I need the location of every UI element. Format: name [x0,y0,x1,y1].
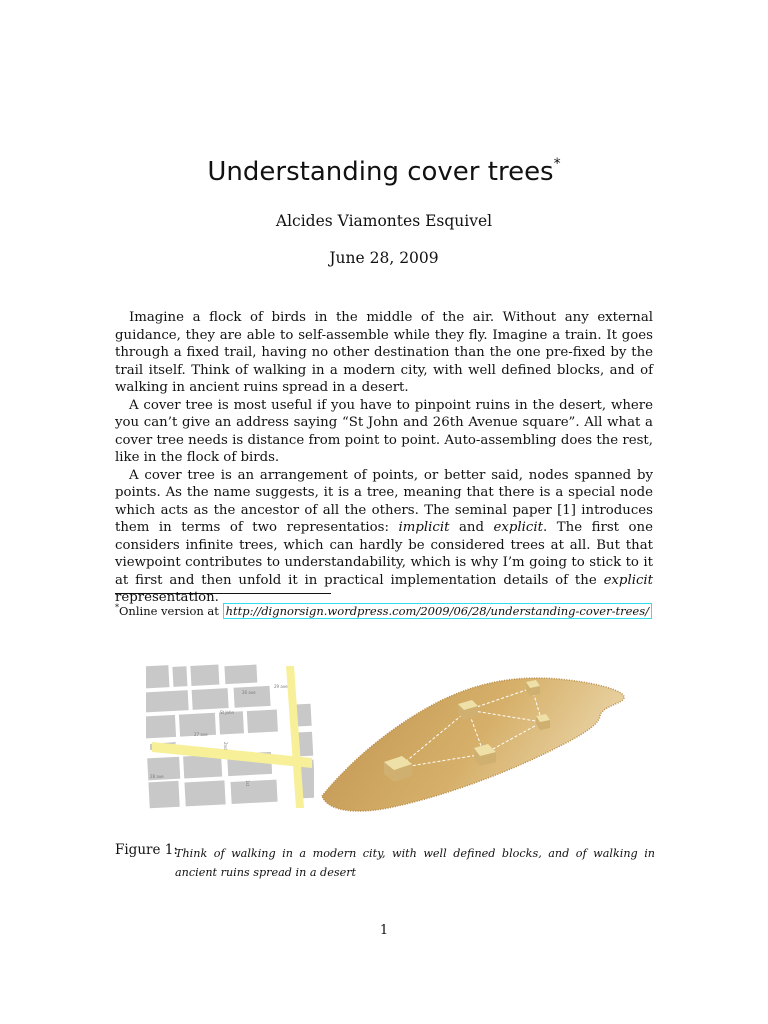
footnote-mark: * [115,603,119,612]
paragraph: A cover tree is an arrangement of points, or better said, nodes spanned by points. As the name suggests, it is a tree, meaning that there is a special node which acts as the ancestor of all the others. The seminal paper [1] introduces them in terms of two representatios: implicit and explicit. The first one considers infinite trees, which can hardly be considered trees at all. But that viewpoint contributes to understandability, which is why I’m going to stick to it at first and then unfold it in practical implementation details of the explicit representation. [115,467,653,605]
street-label: St John [220,710,235,715]
paper-title [0,156,768,187]
figure-label: Figure 1: [115,842,178,858]
term-implicit: implicit [398,520,450,535]
city-map-illustration [146,658,314,810]
title-text: Understanding cover trees [207,157,554,187]
term-explicit: explicit [603,572,653,588]
street-label: 1st [245,780,250,787]
footnote-divider [115,593,331,594]
desert-sand [322,678,624,811]
footnote [115,603,652,618]
paragraph: Imagine a flock of birds in the middle of the air. Without any external guidance, they are able to self-assemble while they fly. Imagine a train. It goes through a fixed trail, having no other destination than the one pre-fixed by the trail itself. Think of walking in a modern city, with well defined blocks, and of walking in ancient ruins spread in a desert. [115,310,653,395]
title-footnote-mark[interactable]: * [553,156,561,172]
street-label: 26 ave [242,690,256,695]
paragraph: A cover tree is most useful if you have to pinpoint ruins in the desert, where you can’t give an address saying “St John and 26th Avenue square”. All what a cover tree needs is distance from point to point. Auto-assembling does the rest, like in the flock of birds. [115,397,653,465]
term-explicit: explicit [493,520,543,535]
desert-ruins-illustration [318,668,630,814]
figure-caption-text: Think of walking in a modern city, with well defined blocks, and of walking in ancient ruins spread in a desert [175,847,655,879]
street-label: 2nd [223,742,228,750]
footnote-prefix: Online version at [119,604,223,618]
street-label: 27 ave [194,732,208,737]
body-text [115,309,653,607]
online-version-link[interactable]: http://dignorsign.wordpress.com/2009/06/28/understanding-cover-trees/ [223,603,652,619]
publication-date: June 28, 2009 [329,249,439,267]
street-label: 29 ave [274,684,288,689]
page-number: 1 [379,923,389,938]
author-name: Alcides Viamontes Esquivel [275,212,493,230]
street-label: 28 ave [150,774,164,779]
